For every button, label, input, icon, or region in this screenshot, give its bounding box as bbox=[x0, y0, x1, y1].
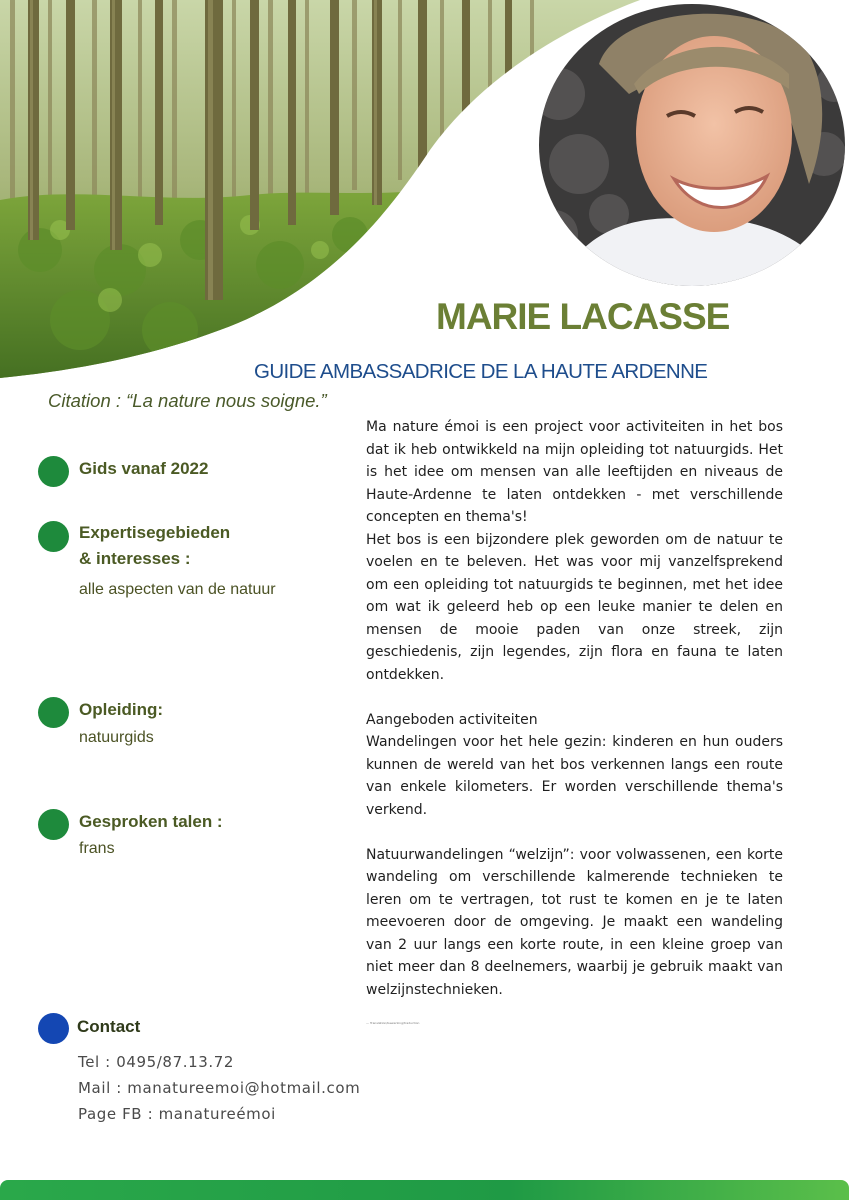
training-heading: Opleiding: bbox=[79, 700, 164, 719]
paragraph-forest: Het bos is een bijzondere plek geworden om de natuur te voelen en te beleven. Het was voor mij vanzelfsprekend om een opleiding tot natuurgids te beginnen, met het idee om wat ik geleerd heb op een leuke manier te delen en mensen de mooie paden van onze streek, zijn geschiedenis, zijn legendes, zijn flora en fauna te laten ontdekken. bbox=[366, 531, 783, 683]
quote: Citation : “La nature nous soigne.” bbox=[48, 390, 327, 411]
contact-fb: Page FB : manatureémoi bbox=[78, 1105, 276, 1123]
bullet-dot bbox=[38, 1013, 69, 1044]
portrait-photo bbox=[539, 4, 845, 286]
paragraph-wellbeing-walks: Natuurwandelingen “welzijn”: voor volwassenen, een korte wandeling om verschillende kalmerende technieken te leren om te vertragen, tot rust te komen en je te laten meevoeren door de omgeving. Je maakt een wandeling van 2 uur langs een korte route, in een kleine groep van niet meer dan 8 deelnemers, waarbij je gebruik maakt van welzijnstechnieken. bbox=[366, 846, 783, 998]
expertise-heading-line-2: & interesses : bbox=[79, 549, 191, 568]
person-name: MARIE LACASSE bbox=[436, 296, 730, 337]
fine-print: — Translation/bewerking/traduction bbox=[366, 1021, 420, 1025]
languages-value: frans bbox=[79, 840, 115, 857]
guide-since-label: Gids vanaf 2022 bbox=[79, 459, 209, 478]
bullet-dot bbox=[38, 809, 69, 840]
training-value: natuurgids bbox=[79, 729, 154, 746]
bullet-dot bbox=[38, 456, 69, 487]
contact-heading: Contact bbox=[77, 1017, 141, 1036]
description-text bbox=[366, 416, 783, 1001]
paragraph-intro: Ma nature émoi is een project voor activiteiten in het bos dat ik heb ontwikkeld na mijn opleiding tot natuurgids. Het is het idee om mensen van alle leeftijden en niveaus de Haute-Ardenne te laten ontdekken - met verschillende concepten en thema's! bbox=[366, 419, 783, 525]
bullet-dot bbox=[38, 521, 69, 552]
footer-bar bbox=[0, 1180, 849, 1200]
expertise-heading-line-1: Expertisegebieden bbox=[79, 523, 231, 542]
contact-tel: Tel : 0495/87.13.72 bbox=[78, 1053, 235, 1071]
contact-mail: Mail : manatureemoi@hotmail.com bbox=[78, 1079, 361, 1097]
bullet-dot bbox=[38, 697, 69, 728]
paragraph-family-walks: Wandelingen voor het hele gezin: kinderen en hun ouders kunnen de wereld van het bos verkennen langs een route van enkele kilometers. Er worden verschillende thema's verkend. bbox=[366, 734, 783, 818]
languages-heading: Gesproken talen : bbox=[79, 812, 223, 831]
role-subtitle: GUIDE AMBASSADRICE DE LA HAUTE ARDENNE bbox=[254, 360, 708, 383]
activities-heading: Aangeboden activiteiten bbox=[366, 711, 538, 728]
expertise-value: alle aspecten van de natuur bbox=[79, 581, 276, 598]
